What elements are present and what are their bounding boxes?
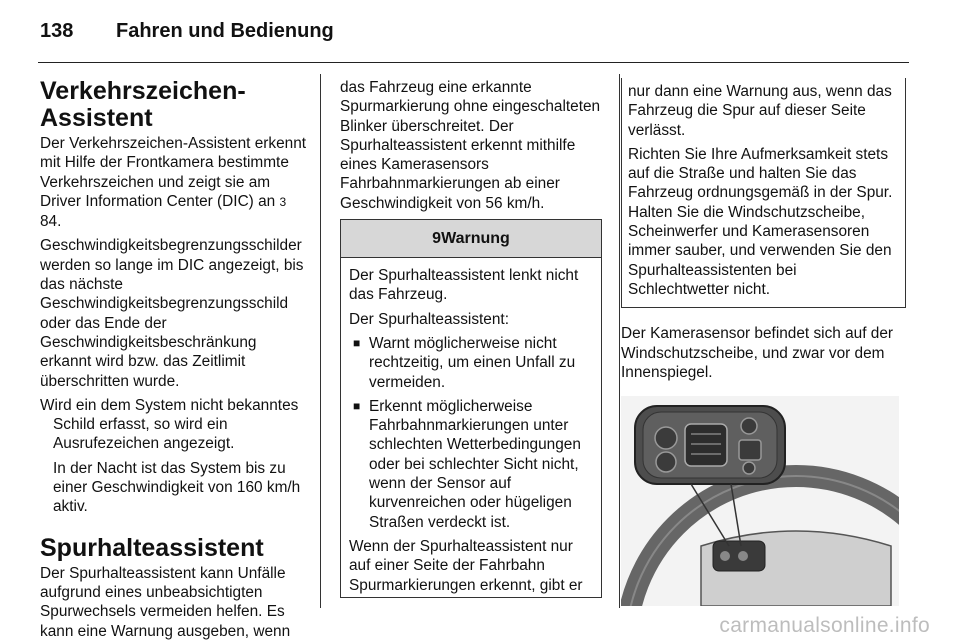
list-item: ■ Warnt möglicherweise nicht rechtzeitig, um einen Unfall zu vermeiden. [349, 334, 593, 392]
paragraph: Richten Sie Ihre Aufmerksamkeit stets auf die Straße und halten Sie das Fahrzeug ordnungsgemäß in der Spur. Halten Sie die Windschutzscheibe, Scheinwerfer und Kamerasensoren immer sauber, und verwenden Sie den Spurhalteassistenten bei Schlechtwetter nicht. [628, 145, 893, 298]
paragraph: Der Spurhalteassistent lenkt nicht das Fahrzeug. [349, 267, 579, 304]
column-2 [340, 78, 602, 598]
paragraph: Der Spurhalteassistent: [349, 310, 509, 328]
paragraph: nur dann eine Warnung aus, wenn das Fahrzeug die Spur auf dieser Seite verlässt. [628, 83, 892, 139]
list-item: ■ Erkennt möglicherweise Fahrbahnmarkierungen unter schlechten Wetterbedingungen oder bei schlechter Sicht nicht, wenn der Sensor auf kurvenreichen oder hügeligen Straßen verdeckt ist. [349, 397, 593, 532]
page-reference: 84. [40, 213, 62, 231]
paragraph: Geschwindigkeitsbegrenzungsschilder werden so lange im DIC angezeigt, bis das nächste Geschwindigkeitsbegrenzungsschild oder das Ende der Geschwindigkeitsbeschränkung erkannt wird bzw. das Zeitlimit überschritten wurde. [40, 237, 304, 390]
warning-title: Warnung [441, 230, 510, 248]
section-title-lane-assist: Spurhalteassistent [40, 533, 264, 562]
column-divider [619, 74, 620, 608]
column-divider [320, 74, 321, 608]
column-3 [621, 78, 906, 606]
header-rule [38, 62, 909, 63]
column-1 [40, 78, 308, 642]
paragraph: Wenn der Spurhalteassistent nur auf einer Seite der Fahrbahn Spurmarkierungen erkennt, gibt er [349, 537, 583, 594]
paragraph: Der Kamerasensor befindet sich auf der Windschutzscheibe, und zwar vor dem Innenspiegel. [621, 325, 894, 381]
page-number: 138 [40, 20, 74, 42]
steering-wheel-icon [621, 396, 899, 606]
warning-body [341, 258, 601, 595]
watermark: carmanualsonline.info [719, 614, 930, 637]
bullet-square-icon: ■ [353, 398, 361, 413]
steering-wheel-illustration [621, 396, 899, 606]
section-title-traffic-sign-assistant: Verkehrszeichen- Assistent [40, 77, 246, 132]
paragraph: Der Spurhalteassistent kann Unfälle aufgrund eines unbeabsichtigten Spurwechsels vermeiden helfen. Es kann eine Warnung ausgeben, wenn [40, 564, 291, 640]
chapter-title: Fahren und Bedienung [116, 20, 334, 42]
warning-triangle-icon: 9 [432, 230, 442, 248]
page-header [40, 20, 334, 43]
paragraph: das Fahrzeug eine erkannte Spurmarkierung ohne eingeschalteten Blinker überschreitet. Der Spurhalteassistent erkennt mithilfe eines Kamerasensors Fahrbahnmarkierungen ab einer Geschwindigkeit von 56 km/h. [340, 79, 601, 212]
paragraph: Wird ein dem System nicht bekanntes Schild erfasst, so wird ein Ausrufezeichen angezeigt. [40, 396, 299, 453]
page-ref-arrow-icon: 3 [279, 194, 287, 209]
warning-box-left-edge [340, 318, 341, 568]
warning-box [340, 219, 602, 598]
warning-box-continued [621, 78, 906, 308]
warning-header [341, 220, 601, 258]
paragraph: In der Nacht ist das System bis zu einer Geschwindigkeit von 160 km/h aktiv. [53, 459, 301, 516]
paragraph: Der Verkehrszeichen-Assistent erkennt mit Hilfe der Frontkamera bestimmte Verkehrszeichen und zeigt sie am Driver Information Center (DIC) an 3 84. [40, 135, 307, 231]
bullet-square-icon: ■ [353, 335, 361, 350]
